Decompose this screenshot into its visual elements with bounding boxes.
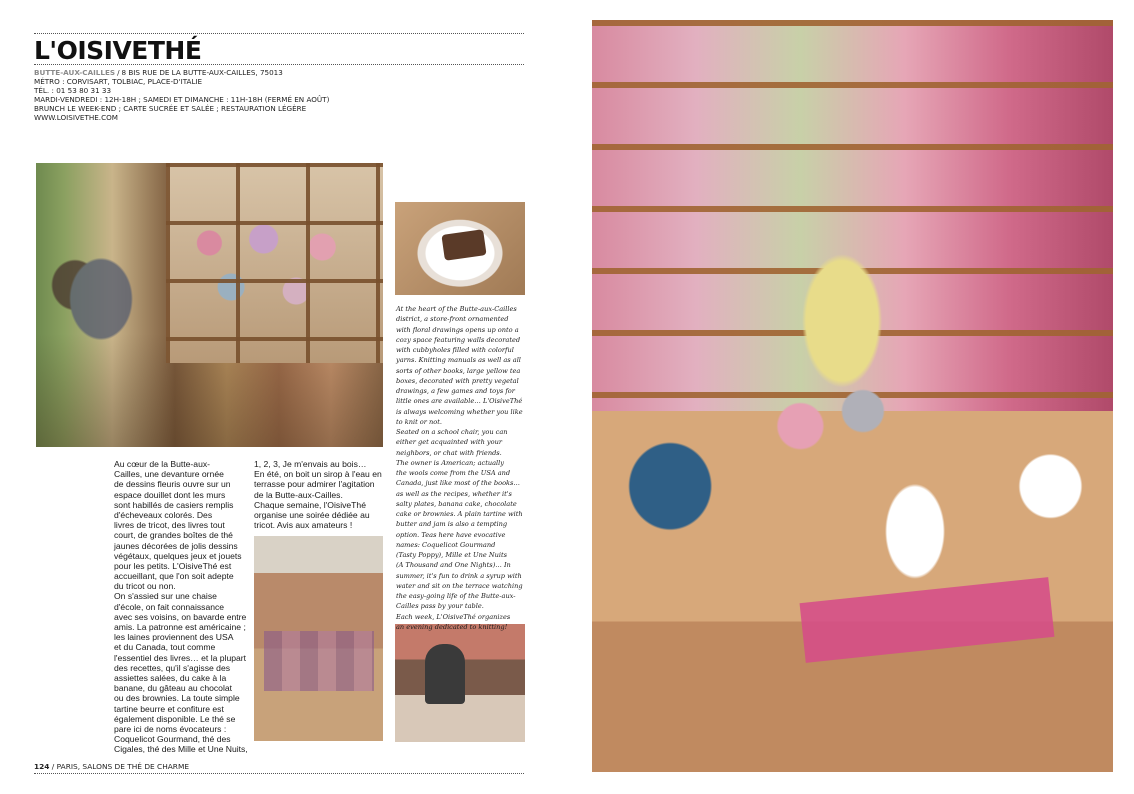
- phone-line: TÉL. : 01 53 80 31 33: [34, 86, 112, 96]
- text-line: organise une soirée dédiée au: [254, 509, 370, 520]
- text-line: water and sit on the terrace watching: [396, 581, 523, 590]
- text-line: (A Thousand and One Nights)… In: [396, 561, 511, 570]
- text-line: banane, du gâteau au chocolat: [114, 683, 233, 694]
- page-number: 124: [34, 762, 50, 771]
- text-line: the easy-going life of the Butte-aux-: [396, 592, 516, 600]
- title-rule: [34, 64, 524, 65]
- text-line: Canada, just like most of the books…: [396, 479, 521, 488]
- chocolate-cake-photo: [395, 202, 525, 295]
- text-line: yarns. Knitting manuals as well as all: [396, 356, 521, 365]
- text-line: Au cœur de la Butte-aux-: [114, 459, 211, 469]
- text-line: On s'assied sur une chaise: [114, 591, 217, 602]
- text-line: espace douillet dont les murs: [114, 489, 226, 500]
- text-line: d'écheveaux colorés. Des: [114, 509, 213, 520]
- text-line: les laines proviennent des USA: [114, 632, 234, 643]
- text-line: butter and jam is also a tempting: [396, 520, 508, 529]
- text-line: l'essentiel des livres… et la plupart: [114, 652, 247, 663]
- text-line: option. Teas here have evocative: [396, 530, 506, 539]
- text-line: assiettes salées, du cake à la: [114, 672, 227, 683]
- text-line: to knit or not.: [396, 417, 442, 426]
- metro-line: MÉTRO : CORVISART, TOLBIAC, PLACE-D'ITALIE: [34, 77, 203, 87]
- knitting-people-photo: [395, 624, 525, 742]
- text-line: livres de tricot, des livres tout: [114, 520, 225, 531]
- english-text-column: [396, 304, 523, 632]
- text-line: pare ici de noms évocateurs :: [114, 723, 227, 734]
- text-line: d'école, on fait connaissance: [114, 601, 225, 612]
- shop-interior-photo: [36, 163, 383, 447]
- brunch-line: BRUNCH LE WEEK-END ; CARTE SUCRÉE ET SALÉE ; RESTAURATION LÉGÈRE: [34, 104, 307, 114]
- footer-separator: /: [51, 762, 55, 771]
- neighborhood: BUTTE-AUX-CAILLES: [34, 68, 116, 77]
- text-line: an evening dedicated to knitting!: [396, 622, 508, 631]
- text-line: de la Butte-aux-Cailles.: [254, 489, 343, 500]
- text-line: is always welcoming whether you like: [396, 407, 523, 416]
- text-line: accueillant, que l'on soit adepte: [114, 571, 234, 582]
- text-line: Each week, L'OisiveThé organizes: [396, 612, 511, 621]
- text-line: (Tasty Poppy), Mille et Une Nuits: [396, 551, 507, 559]
- text-line: pour les petits. L'OisiveThé est: [114, 560, 232, 571]
- address: 8 BIS RUE DE LA BUTTE-AUX-CAILLES, 75013: [121, 68, 283, 77]
- book-title: PARIS, SALONS DE THÉ DE CHARME: [56, 762, 189, 771]
- text-line: court, de grandes boîtes de thé: [114, 530, 233, 541]
- text-line: tricot. Avis aux amateurs !: [254, 520, 353, 531]
- text-line: cozy space featuring walls decorated: [396, 335, 521, 344]
- text-line: drawings, a few games and toys for: [396, 387, 515, 395]
- top-rule: [34, 33, 524, 34]
- french-text-column-1: [114, 459, 248, 754]
- page-title: L'OISIVETHÉ: [34, 36, 202, 65]
- tea-room-photo: [254, 536, 383, 741]
- text-line: En été, on boit un sirop à l'eau en: [254, 469, 382, 480]
- text-line: neighbors, or chat with friends.: [396, 448, 502, 457]
- text-line: Cigales, thé des Mille et Une Nuits,: [114, 744, 248, 755]
- text-line: des recettes, qu'il s'agisse des: [114, 662, 231, 673]
- text-line: amis. La patronne est américaine ;: [114, 622, 246, 632]
- text-line: 1, 2, 3, Je m'envais au bois…: [254, 459, 367, 469]
- text-line: with floral drawings opens up onto a: [396, 325, 519, 334]
- text-line: du tricot ou non.: [114, 581, 176, 592]
- text-line: végétaux, quelques jeux et jouets: [114, 550, 242, 561]
- text-line: sorts of other books, large yellow tea: [396, 366, 521, 375]
- text-line: names: Coquelicot Gourmand: [396, 540, 496, 549]
- text-line: avec ses voisins, on bavarde entre: [114, 611, 247, 622]
- text-line: également disponible. Le thé se: [114, 713, 236, 724]
- text-line: The owner is American; actually: [396, 458, 505, 467]
- venue-info: [34, 68, 434, 123]
- text-line: tartine beurre et confiture est: [114, 703, 224, 714]
- page-footer: [34, 762, 189, 771]
- text-line: Chaque semaine, l'OisiveThé: [254, 499, 366, 510]
- website-line: WWW.LOISIVETHE.COM: [34, 113, 118, 123]
- text-line: terrasse pour admirer l'agitation: [254, 479, 375, 490]
- tea-table-photo: [592, 20, 1113, 772]
- text-line: either get acquainted with your: [396, 438, 503, 447]
- text-line: little ones are available… L'OisiveThé: [396, 397, 523, 406]
- text-line: At the heart of the Butte-aux-Cailles: [396, 305, 517, 313]
- text-line: with cubbyholes filled with colorful: [396, 346, 514, 354]
- french-text-column-2: [254, 459, 382, 530]
- footer-rule: [34, 773, 524, 774]
- text-line: et du Canada, tout comme: [114, 642, 216, 653]
- right-page: [567, 0, 1134, 794]
- text-line: ou des brownies. La toute simple: [114, 693, 240, 704]
- text-line: district, a store-front ornamented: [396, 315, 509, 324]
- text-line: Seated on a school chair, you can: [396, 428, 508, 436]
- address-separator: /: [117, 68, 120, 77]
- text-line: Cailles pass by your table.: [396, 602, 484, 611]
- text-line: salty plates, banana cake, chocolate: [396, 499, 517, 508]
- text-line: sont habillés de casiers remplis: [114, 499, 234, 510]
- text-line: cake or brownies. A plain tartine with: [396, 510, 523, 518]
- text-line: boxes, decorated with pretty vegetal: [396, 376, 519, 385]
- text-line: as well as the recipes, whether it's: [396, 489, 512, 498]
- text-line: jaunes décorées de jolis dessins: [114, 540, 238, 551]
- hours-line: MARDI-VENDREDI : 12H-18H ; SAMEDI ET DIMANCHE : 11H-18H (FERMÉ EN AOÛT): [34, 95, 330, 105]
- text-line: de dessins fleuris ouvre sur un: [114, 479, 231, 490]
- text-line: Coquelicot Gourmand, thé des: [114, 734, 231, 745]
- text-line: the wools come from the USA and: [396, 469, 511, 477]
- address-line: [34, 68, 434, 77]
- text-line: Cailles, une devanture ornée: [114, 469, 224, 480]
- text-line: summer, it's fun to drink a syrup with: [396, 571, 522, 580]
